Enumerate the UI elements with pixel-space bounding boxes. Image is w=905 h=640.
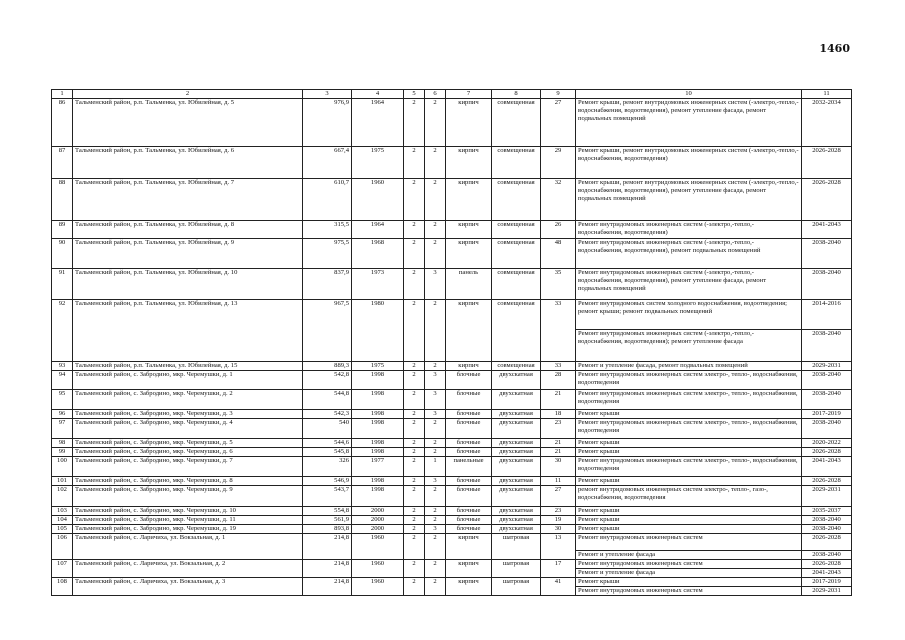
wall-material: кирпич	[446, 560, 492, 578]
repair-works: Ремонт крыши	[576, 439, 802, 448]
table-row	[52, 448, 852, 457]
house-address: Тальменский район, с. Ларичиха, ул. Вокзальная, д. 3	[73, 578, 303, 596]
house-address: Тальменский район, р.п. Тальменка, ул. Юбилейная, д. 7	[73, 179, 303, 221]
apartment-count: 19	[541, 516, 576, 525]
repair-period: 2038-2040	[802, 269, 852, 300]
repair-period: 2017-2019	[802, 410, 852, 419]
floor-count: 2	[404, 147, 425, 179]
entrance-count: 2	[425, 99, 446, 147]
repair-period: 2038-2040	[802, 525, 852, 534]
column-number: 9	[541, 90, 576, 99]
year-built: 1998	[352, 477, 404, 486]
entrance-count: 2	[425, 300, 446, 362]
year-built: 1975	[352, 147, 404, 179]
row-number: 88	[52, 179, 73, 221]
house-address: Тальменский район, р.п. Тальменка, ул. Юбилейная, д. 10	[73, 269, 303, 300]
table-row	[52, 457, 852, 477]
column-number: 7	[446, 90, 492, 99]
floor-count: 2	[404, 448, 425, 457]
repair-period: 2020-2022	[802, 439, 852, 448]
table-row	[52, 534, 852, 551]
apartment-count: 29	[541, 147, 576, 179]
entrance-count: 2	[425, 486, 446, 507]
apartment-count: 35	[541, 269, 576, 300]
apartment-count: 21	[541, 439, 576, 448]
apartment-count: 27	[541, 486, 576, 507]
roof-type: двухскатная	[492, 477, 541, 486]
roof-type: совмещенная	[492, 99, 541, 147]
wall-material: кирпич	[446, 534, 492, 560]
column-number: 2	[73, 90, 303, 99]
wall-material: кирпич	[446, 147, 492, 179]
table-row	[52, 560, 852, 569]
total-area: 545,8	[303, 448, 352, 457]
apartment-count: 27	[541, 99, 576, 147]
column-number: 8	[492, 90, 541, 99]
table-row	[52, 99, 852, 147]
floor-count: 2	[404, 486, 425, 507]
year-built: 1980	[352, 300, 404, 362]
total-area: 554,8	[303, 507, 352, 516]
repair-works: Ремонт внутридомовых инженерных систем (-электро,-тепло,- водоснабжения, водоотведения), ремонт утепление фасада, ремонт подвальных помещений	[576, 269, 802, 300]
total-area: 975,5	[303, 239, 352, 269]
apartment-count: 26	[541, 221, 576, 239]
repair-period: 2041-2043	[802, 569, 852, 578]
total-area: 544,6	[303, 439, 352, 448]
repair-period: 2038-2040	[802, 330, 852, 362]
repair-works: ремонт внутридомовых инженерных систем электро-, тепло-, газо-, водоснабжения, водоотведения	[576, 486, 802, 507]
wall-material: блочные	[446, 410, 492, 419]
entrance-count: 2	[425, 439, 446, 448]
roof-type: двухскатная	[492, 419, 541, 439]
wall-material: блочные	[446, 525, 492, 534]
row-number: 104	[52, 516, 73, 525]
house-address: Тальменский район, р.п. Тальменка, ул. Юбилейная, д. 13	[73, 300, 303, 362]
house-address: Тальменский район, р.п. Тальменка, ул. Юбилейная, д. 5	[73, 99, 303, 147]
repair-works: Ремонт внутридомовых инженерных систем электро-, тепло-, водоснабжения, водоотведения	[576, 457, 802, 477]
floor-count: 2	[404, 525, 425, 534]
floor-count: 2	[404, 300, 425, 362]
table-row	[52, 239, 852, 269]
repair-works: Ремонт внутридомовых систем холодного водоснабжения, водоотведения; ремонт крыши; ремонт подвальных помещений	[576, 300, 802, 330]
row-number: 97	[52, 419, 73, 439]
entrance-count: 2	[425, 560, 446, 578]
house-address: Тальменский район, с. Забродино, мкр. Черемушки, д. 3	[73, 410, 303, 419]
total-area: 543,7	[303, 486, 352, 507]
entrance-count: 2	[425, 419, 446, 439]
house-address: Тальменский район, с. Ларичиха, ул. Вокзальная, д. 2	[73, 560, 303, 578]
wall-material: кирпич	[446, 300, 492, 362]
year-built: 1977	[352, 457, 404, 477]
entrance-count: 3	[425, 269, 446, 300]
total-area: 889,3	[303, 362, 352, 371]
table-row	[52, 371, 852, 390]
roof-type: шатровая	[492, 534, 541, 560]
floor-count: 2	[404, 221, 425, 239]
repair-period: 2038-2040	[802, 239, 852, 269]
entrance-count: 2	[425, 147, 446, 179]
total-area: 542,3	[303, 410, 352, 419]
roof-type: совмещенная	[492, 147, 541, 179]
floor-count: 2	[404, 239, 425, 269]
year-built: 1998	[352, 371, 404, 390]
wall-material: блочные	[446, 419, 492, 439]
repair-period: 2041-2043	[802, 221, 852, 239]
roof-type: совмещенная	[492, 221, 541, 239]
table-row	[52, 269, 852, 300]
repair-period: 2029-2031	[802, 362, 852, 371]
entrance-count: 2	[425, 239, 446, 269]
row-number: 98	[52, 439, 73, 448]
total-area: 967,5	[303, 300, 352, 362]
row-number: 92	[52, 300, 73, 362]
year-built: 2000	[352, 516, 404, 525]
total-area: 214,8	[303, 560, 352, 578]
row-number: 91	[52, 269, 73, 300]
table-row	[52, 525, 852, 534]
repair-works: Ремонт внутридомовых инженерных систем	[576, 534, 802, 551]
house-address: Тальменский район, с. Забродино, мкр. Черемушки, д. 11	[73, 516, 303, 525]
repair-works: Ремонт внутридомовых инженерных систем электро-, тепло-, водоснабжения, водоотведения	[576, 390, 802, 410]
row-number: 108	[52, 578, 73, 596]
wall-material: кирпич	[446, 179, 492, 221]
row-number: 103	[52, 507, 73, 516]
repair-period: 2038-2040	[802, 371, 852, 390]
apartment-count: 13	[541, 534, 576, 560]
repair-period: 2029-2031	[802, 486, 852, 507]
row-number: 99	[52, 448, 73, 457]
repair-period: 2026-2028	[802, 477, 852, 486]
table-row	[52, 390, 852, 410]
wall-material: кирпич	[446, 362, 492, 371]
table-row	[52, 419, 852, 439]
repair-period: 2026-2028	[802, 448, 852, 457]
wall-material: кирпич	[446, 221, 492, 239]
row-number: 100	[52, 457, 73, 477]
repair-works: Ремонт внутридомовых инженерных систем (-электро,-тепло,- водоснабжения, водоотведения); ремонт утепление фасада	[576, 330, 802, 362]
repair-period: 2029-2031	[802, 587, 852, 596]
wall-material: кирпич	[446, 99, 492, 147]
repair-works: Ремонт крыши, ремонт внутридомовых инженерных систем (-электро,-тепло,- водоснабжения, водоотведения), ремонт утепление фасада, ремонт подвальных помещений	[576, 179, 802, 221]
row-number: 93	[52, 362, 73, 371]
column-number: 5	[404, 90, 425, 99]
repair-works: Ремонт внутридомовых инженерных систем электро-, тепло-, водоснабжения, водоотведения	[576, 419, 802, 439]
repair-works: Ремонт внутридомовых инженерных систем (-электро,-тепло,- водоснабжения, водоотведения), ремонт подвальных помещений	[576, 239, 802, 269]
entrance-count: 2	[425, 362, 446, 371]
roof-type: двухскатная	[492, 448, 541, 457]
year-built: 1998	[352, 448, 404, 457]
row-number: 101	[52, 477, 73, 486]
row-number: 86	[52, 99, 73, 147]
year-built: 1998	[352, 390, 404, 410]
table-row	[52, 516, 852, 525]
table-row	[52, 362, 852, 371]
repair-period: 2035-2037	[802, 507, 852, 516]
row-number: 105	[52, 525, 73, 534]
total-area: 544,8	[303, 390, 352, 410]
house-address: Тальменский район, с. Забродино, мкр. Черемушки, д. 10	[73, 507, 303, 516]
apartment-count: 23	[541, 419, 576, 439]
entrance-count: 3	[425, 525, 446, 534]
repair-period: 2038-2040	[802, 419, 852, 439]
total-area: 542,8	[303, 371, 352, 390]
floor-count: 2	[404, 179, 425, 221]
table-row	[52, 410, 852, 419]
roof-type: двухскатная	[492, 439, 541, 448]
year-built: 1968	[352, 239, 404, 269]
row-number: 90	[52, 239, 73, 269]
floor-count: 2	[404, 560, 425, 578]
entrance-count: 2	[425, 516, 446, 525]
apartment-count: 30	[541, 457, 576, 477]
entrance-count: 2	[425, 507, 446, 516]
repair-period: 2038-2040	[802, 551, 852, 560]
apartment-count: 32	[541, 179, 576, 221]
total-area: 540	[303, 419, 352, 439]
roof-type: двухскатная	[492, 457, 541, 477]
roof-type: двухскатная	[492, 390, 541, 410]
floor-count: 2	[404, 534, 425, 560]
floor-count: 2	[404, 516, 425, 525]
wall-material: панельные	[446, 457, 492, 477]
repair-period: 2014-2016	[802, 300, 852, 330]
table-row	[52, 578, 852, 587]
year-built: 1998	[352, 410, 404, 419]
house-address: Тальменский район, с. Ларичиха, ул. Вокзальная, д. 1	[73, 534, 303, 560]
table-row	[52, 300, 852, 330]
roof-type: совмещенная	[492, 300, 541, 362]
floor-count: 2	[404, 362, 425, 371]
roof-type: двухскатная	[492, 507, 541, 516]
wall-material: блочные	[446, 477, 492, 486]
table-row	[52, 221, 852, 239]
house-address: Тальменский район, с. Забродино, мкр. Черемушки, д. 19	[73, 525, 303, 534]
repair-works: Ремонт крыши	[576, 410, 802, 419]
repair-works: Ремонт внутридомовых инженерных систем	[576, 587, 802, 596]
year-built: 1960	[352, 534, 404, 560]
entrance-count: 3	[425, 477, 446, 486]
wall-material: кирпич	[446, 578, 492, 596]
table-row	[52, 507, 852, 516]
roof-type: совмещенная	[492, 179, 541, 221]
floor-count: 2	[404, 578, 425, 596]
floor-count: 2	[404, 99, 425, 147]
year-built: 1960	[352, 560, 404, 578]
year-built: 1964	[352, 221, 404, 239]
repair-works: Ремонт крыши, ремонт внутридомовых инженерных систем (-электро,-тепло,- водоснабжения, водоотведения)	[576, 147, 802, 179]
entrance-count: 1	[425, 457, 446, 477]
repair-works: Ремонт внутридомовых инженерных систем электро-, тепло-, водоснабжения, водоотведения	[576, 371, 802, 390]
entrance-count: 2	[425, 534, 446, 560]
year-built: 1998	[352, 439, 404, 448]
roof-type: совмещенная	[492, 362, 541, 371]
house-address: Тальменский район, р.п. Тальменка, ул. Юбилейная, д. 6	[73, 147, 303, 179]
table-row	[52, 179, 852, 221]
entrance-count: 3	[425, 371, 446, 390]
floor-count: 2	[404, 390, 425, 410]
page-number: 1460	[819, 42, 850, 55]
apartment-count: 41	[541, 578, 576, 596]
house-address: Тальменский район, с. Забродино, мкр. Черемушки, д. 6	[73, 448, 303, 457]
floor-count: 2	[404, 410, 425, 419]
repair-period: 2038-2040	[802, 516, 852, 525]
roof-type: шатровая	[492, 560, 541, 578]
repair-works: Ремонт крыши	[576, 516, 802, 525]
year-built: 1998	[352, 419, 404, 439]
house-address: Тальменский район, с. Забродино, мкр. Черемушки, д. 5	[73, 439, 303, 448]
repair-period: 2017-2019	[802, 578, 852, 587]
repair-works: Ремонт крыши	[576, 507, 802, 516]
floor-count: 2	[404, 419, 425, 439]
apartment-count: 18	[541, 410, 576, 419]
apartment-count: 11	[541, 477, 576, 486]
row-number: 107	[52, 560, 73, 578]
repair-period: 2032-2034	[802, 99, 852, 147]
wall-material: блочные	[446, 516, 492, 525]
total-area: 214,8	[303, 534, 352, 560]
floor-count: 2	[404, 457, 425, 477]
apartment-count: 28	[541, 371, 576, 390]
house-address: Тальменский район, с. Забродино, мкр. Черемушки, д. 1	[73, 371, 303, 390]
table-row	[52, 439, 852, 448]
column-number: 11	[802, 90, 852, 99]
column-number: 6	[425, 90, 446, 99]
roof-type: двухскатная	[492, 410, 541, 419]
row-number: 95	[52, 390, 73, 410]
wall-material: кирпич	[446, 239, 492, 269]
year-built: 1960	[352, 578, 404, 596]
repair-works: Ремонт крыши	[576, 578, 802, 587]
roof-type: двухскатная	[492, 486, 541, 507]
total-area: 976,9	[303, 99, 352, 147]
table-row	[52, 486, 852, 507]
house-address: Тальменский район, с. Забродино, мкр. Черемушки, д. 2	[73, 390, 303, 410]
house-address: Тальменский район, р.п. Тальменка, ул. Юбилейная, д. 15	[73, 362, 303, 371]
wall-material: блочные	[446, 390, 492, 410]
wall-material: блочные	[446, 439, 492, 448]
repair-works: Ремонт внутридомовых инженерных систем (-электро,-тепло,- водоснабжения, водоотведения)	[576, 221, 802, 239]
wall-material: блочные	[446, 507, 492, 516]
total-area: 893,8	[303, 525, 352, 534]
column-number: 10	[576, 90, 802, 99]
floor-count: 2	[404, 477, 425, 486]
row-number: 87	[52, 147, 73, 179]
total-area: 326	[303, 457, 352, 477]
house-address: Тальменский район, р.п. Тальменка, ул. Юбилейная, д. 9	[73, 239, 303, 269]
roof-type: совмещенная	[492, 239, 541, 269]
entrance-count: 3	[425, 410, 446, 419]
repair-period: 2026-2028	[802, 534, 852, 551]
apartment-count: 23	[541, 507, 576, 516]
year-built: 1975	[352, 362, 404, 371]
apartment-count: 30	[541, 525, 576, 534]
year-built: 1960	[352, 179, 404, 221]
table-row	[52, 477, 852, 486]
floor-count: 2	[404, 269, 425, 300]
year-built: 1973	[352, 269, 404, 300]
year-built: 1964	[352, 99, 404, 147]
wall-material: блочные	[446, 371, 492, 390]
wall-material: блочные	[446, 486, 492, 507]
apartment-count: 48	[541, 239, 576, 269]
house-address: Тальменский район, с. Забродино, мкр. Черемушки, д. 4	[73, 419, 303, 439]
row-number: 96	[52, 410, 73, 419]
house-address: Тальменский район, с. Забродино, мкр. Черемушки, д. 9	[73, 486, 303, 507]
total-area: 610,7	[303, 179, 352, 221]
row-number: 106	[52, 534, 73, 560]
house-address: Тальменский район, р.п. Тальменка, ул. Юбилейная, д. 8	[73, 221, 303, 239]
entrance-count: 3	[425, 390, 446, 410]
total-area: 546,9	[303, 477, 352, 486]
floor-count: 2	[404, 371, 425, 390]
repair-works: Ремонт крыши	[576, 448, 802, 457]
roof-type: двухскатная	[492, 516, 541, 525]
row-number: 102	[52, 486, 73, 507]
total-area: 561,9	[303, 516, 352, 525]
row-number: 94	[52, 371, 73, 390]
floor-count: 2	[404, 439, 425, 448]
year-built: 2000	[352, 507, 404, 516]
total-area: 667,4	[303, 147, 352, 179]
apartment-count: 21	[541, 390, 576, 410]
repair-works: Ремонт и утепление фасада, ремонт подвальных помещений	[576, 362, 802, 371]
apartment-count: 21	[541, 448, 576, 457]
column-number-row	[52, 90, 852, 99]
repair-schedule-table	[51, 89, 852, 596]
column-number: 4	[352, 90, 404, 99]
repair-period: 2038-2040	[802, 390, 852, 410]
repair-period: 2026-2028	[802, 179, 852, 221]
apartment-count: 33	[541, 362, 576, 371]
entrance-count: 2	[425, 448, 446, 457]
repair-works: Ремонт крыши, ремонт внутридомовых инженерных систем (-электро,-тепло,- водоснабжения, водоотведения), ремонт утепление фасада, ремонт подвальных помещений	[576, 99, 802, 147]
apartment-count: 17	[541, 560, 576, 578]
repair-period: 2026-2028	[802, 147, 852, 179]
apartment-count: 33	[541, 300, 576, 362]
year-built: 1998	[352, 486, 404, 507]
total-area: 214,8	[303, 578, 352, 596]
repair-period: 2026-2028	[802, 560, 852, 569]
repair-works: Ремонт внутридомовых инженерных систем	[576, 560, 802, 569]
entrance-count: 2	[425, 179, 446, 221]
roof-type: шатровая	[492, 578, 541, 596]
wall-material: блочные	[446, 448, 492, 457]
table-row	[52, 147, 852, 179]
repair-works: Ремонт и утепление фасада	[576, 551, 802, 560]
total-area: 315,5	[303, 221, 352, 239]
repair-works: Ремонт и утепление фасада	[576, 569, 802, 578]
roof-type: двухскатная	[492, 525, 541, 534]
entrance-count: 2	[425, 221, 446, 239]
year-built: 2000	[352, 525, 404, 534]
house-address: Тальменский район, с. Забродино, мкр. Черемушки, д. 7	[73, 457, 303, 477]
repair-works: Ремонт крыши	[576, 477, 802, 486]
floor-count: 2	[404, 507, 425, 516]
roof-type: совмещенная	[492, 269, 541, 300]
entrance-count: 2	[425, 578, 446, 596]
house-address: Тальменский район, с. Забродино, мкр. Черемушки, д. 8	[73, 477, 303, 486]
total-area: 837,9	[303, 269, 352, 300]
row-number: 89	[52, 221, 73, 239]
column-number: 3	[303, 90, 352, 99]
roof-type: двухскатная	[492, 371, 541, 390]
wall-material: панель	[446, 269, 492, 300]
repair-period: 2041-2043	[802, 457, 852, 477]
repair-works: Ремонт крыши	[576, 525, 802, 534]
column-number: 1	[52, 90, 73, 99]
